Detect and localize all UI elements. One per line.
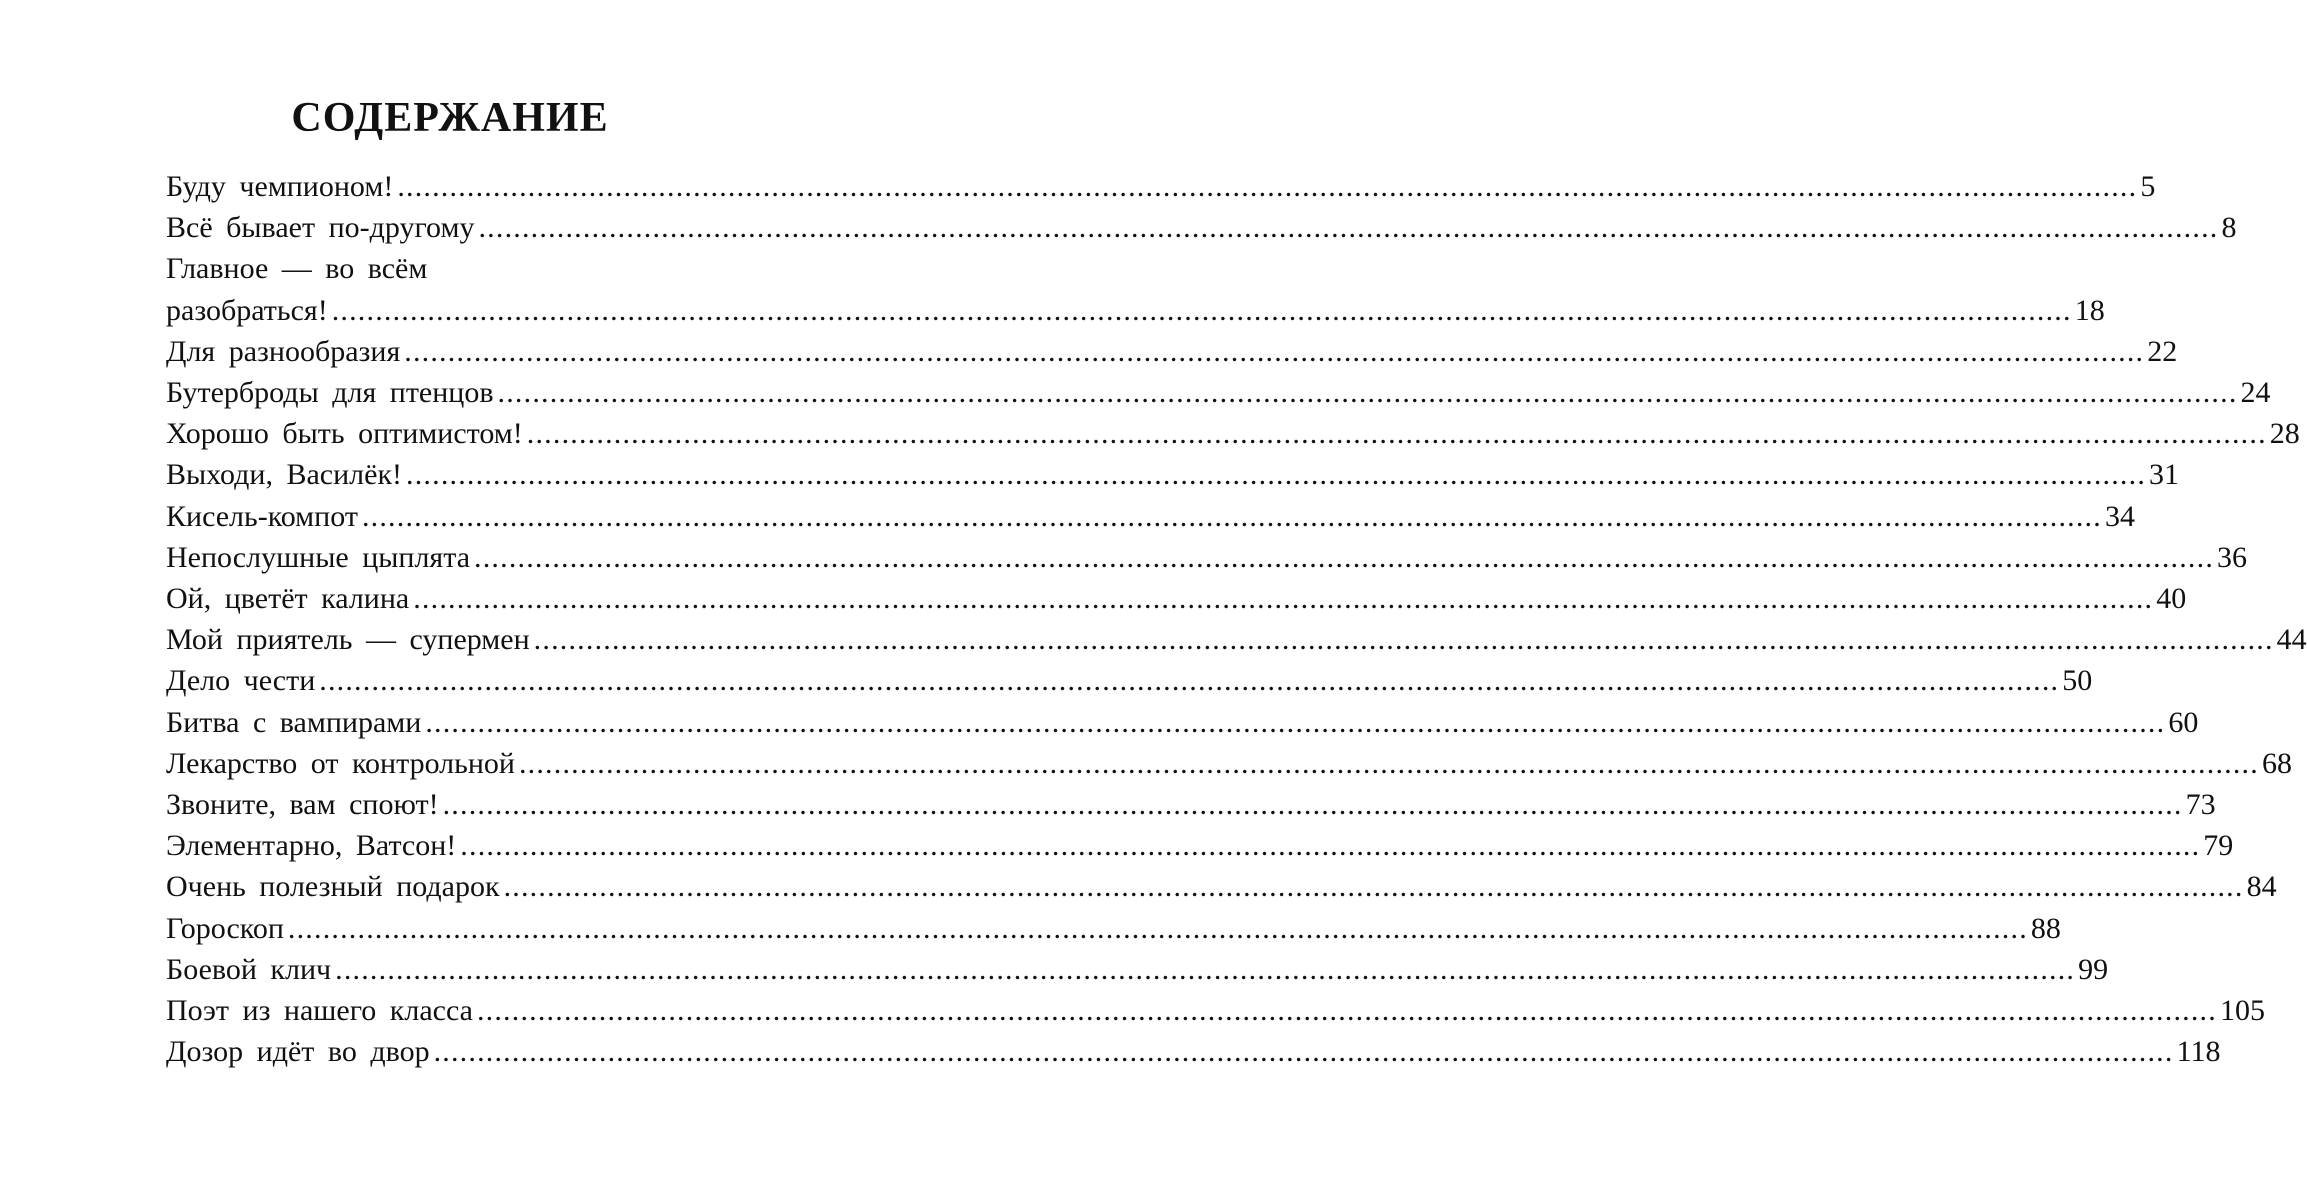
- dot-leader: ........................................................................................................................................................................................................: [361, 499, 2102, 533]
- toc-entry-page-number: 28: [2269, 417, 2300, 451]
- toc-entry-page-number: 5: [2140, 170, 2156, 203]
- dot-leader: ........................................................................................................................................................................................................: [331, 293, 2072, 327]
- toc-entry-row: [166, 702, 2199, 743]
- dot-leader: ........................................................................................................................................................................................................: [474, 540, 2215, 574]
- toc-entry-page-number: 36: [2217, 540, 2248, 574]
- toc-entry-page-number: 84: [2246, 870, 2277, 904]
- toc-entry-title: Дело чести: [166, 664, 316, 698]
- dot-leader: ........................................................................................................................................................................................................: [319, 664, 2060, 698]
- dot-leader: ........................................................................................................................................................................................................: [476, 994, 2217, 1028]
- toc-entry-page-number: 68: [2261, 746, 2292, 780]
- dot-leader: ........................................................................................................................................................................................................: [404, 334, 2145, 368]
- toc-entry[interactable]: [166, 660, 2093, 701]
- toc-entry-page-number: 44: [2276, 623, 2307, 657]
- toc-entry-title: Лекарство от контрольной: [166, 746, 515, 780]
- toc-entry-title: Поэт из нашего класса: [166, 994, 473, 1028]
- toc-entry-title: Всё бывает по-другому: [166, 211, 475, 245]
- toc-entry-title: Элементарно, Ватсон!: [166, 829, 457, 863]
- toc-entry-page-number: 79: [2203, 829, 2234, 863]
- toc-entry[interactable]: [166, 990, 2265, 1031]
- dot-leader: ........................................................................................................................................................................................................: [433, 1035, 2174, 1069]
- dot-leader: ........................................................................................................................................................................................................: [397, 170, 2138, 203]
- page-title: СОДЕРЖАНИЕ: [291, 95, 609, 141]
- toc-entry[interactable]: [166, 743, 2292, 784]
- toc-entry[interactable]: [166, 1031, 2221, 1072]
- toc-entry-title: Для разнообразия: [166, 334, 401, 368]
- toc-entry-title: Ой, цветёт калина: [166, 582, 410, 616]
- toc-entry-row: [166, 660, 2093, 701]
- toc-entry-page-number: 40: [2156, 582, 2187, 616]
- toc-entry[interactable]: [166, 413, 2300, 454]
- toc-entry[interactable]: [166, 949, 2109, 990]
- toc-entry[interactable]: [166, 166, 2156, 207]
- dot-leader: ........................................................................................................................................................................................................: [518, 746, 2259, 780]
- toc-entry[interactable]: [166, 248, 2105, 330]
- dot-leader: ........................................................................................................................................................................................................: [533, 623, 2274, 657]
- toc-entry-page-number: 24: [2240, 376, 2271, 410]
- toc-entry-page-number: 88: [2030, 911, 2061, 945]
- toc-entry-row: [166, 866, 2277, 907]
- toc-entry-row: [166, 166, 2156, 207]
- dot-leader: ........................................................................................................................................................................................................: [406, 458, 2147, 492]
- dot-leader: ........................................................................................................................................................................................................: [478, 211, 2219, 245]
- toc-entry-row: [166, 743, 2292, 784]
- toc-entry-title: Мой приятель — супермен: [166, 623, 530, 657]
- toc-entry-title: Хорошо быть оптимистом!: [166, 417, 523, 451]
- toc-entry-page-number: 31: [2149, 458, 2180, 492]
- toc-entry-title: Непослушные цыплята: [166, 540, 471, 574]
- toc-entry-page-number: 18: [2074, 293, 2105, 327]
- toc-entry[interactable]: [166, 372, 2271, 413]
- toc-entry[interactable]: [166, 702, 2199, 743]
- toc-entry-title-line: Главное — во всём: [166, 252, 428, 286]
- toc-entry-page-number: 118: [2176, 1035, 2221, 1069]
- toc-entry-row: [166, 372, 2271, 413]
- toc-entry-page-number: 73: [2185, 788, 2216, 822]
- toc-entry[interactable]: [166, 331, 2178, 372]
- toc-entry-row: [166, 949, 2109, 990]
- toc-entry[interactable]: [166, 537, 2248, 578]
- dot-leader: ........................................................................................................................................................................................................: [497, 376, 2238, 410]
- toc-entry-row: [166, 413, 2300, 454]
- dot-leader: ........................................................................................................................................................................................................: [526, 417, 2267, 451]
- toc-entry-title: Выходи, Василёк!: [166, 458, 403, 492]
- table-of-contents: [166, 166, 2307, 1072]
- toc-entry[interactable]: [166, 866, 2277, 907]
- toc-entry-page-number: 60: [2168, 705, 2199, 739]
- toc-entry[interactable]: [166, 908, 2061, 949]
- toc-entry[interactable]: [166, 578, 2187, 619]
- toc-entry-row: [166, 496, 2135, 537]
- toc-entry[interactable]: [166, 784, 2216, 825]
- dot-leader: ........................................................................................................................................................................................................: [503, 870, 2244, 904]
- toc-entry-row: [166, 784, 2216, 825]
- dot-leader: ........................................................................................................................................................................................................: [425, 705, 2166, 739]
- toc-entry-row: [166, 1031, 2221, 1072]
- toc-entry-title: Звоните, вам споют!: [166, 788, 439, 822]
- toc-entry-row: [166, 619, 2307, 660]
- toc-entry-title: Очень полезный подарок: [166, 870, 500, 904]
- toc-entry-row: [166, 578, 2187, 619]
- toc-entry-row: [166, 290, 2105, 331]
- toc-entry-title: Боевой клич: [166, 952, 332, 986]
- toc-entry-row: [166, 454, 2180, 495]
- dot-leader: ........................................................................................................................................................................................................: [287, 911, 2028, 945]
- toc-entry-row: [166, 825, 2234, 866]
- dot-leader: ........................................................................................................................................................................................................: [413, 582, 2154, 616]
- toc-entry-title: Дозор идёт во двор: [166, 1035, 430, 1069]
- dot-leader: ........................................................................................................................................................................................................: [460, 829, 2201, 863]
- toc-entry-row: [166, 207, 2237, 248]
- dot-leader: ........................................................................................................................................................................................................: [335, 952, 2076, 986]
- toc-entry-row: [166, 537, 2248, 578]
- toc-entry-page-number: 8: [2221, 211, 2237, 245]
- toc-entry[interactable]: [166, 825, 2234, 866]
- toc-entry-row: [166, 331, 2178, 372]
- toc-entry-page-number: 99: [2078, 952, 2109, 986]
- toc-entry-page-number: 50: [2062, 664, 2093, 698]
- toc-entry-page-number: 22: [2147, 334, 2178, 368]
- toc-entry-row: [166, 908, 2061, 949]
- dot-leader: ........................................................................................................................................................................................................: [442, 788, 2183, 822]
- toc-entry[interactable]: [166, 207, 2237, 248]
- toc-entry-title: Гороскоп: [166, 911, 284, 945]
- toc-entry-row: [166, 990, 2265, 1031]
- toc-entry-title: Битва с вампирами: [166, 705, 422, 739]
- toc-entry[interactable]: [166, 454, 2180, 495]
- toc-entry-page-number: 105: [2219, 994, 2265, 1028]
- toc-entry[interactable]: [166, 496, 2135, 537]
- toc-entry[interactable]: [166, 619, 2307, 660]
- toc-entry-title: разобраться!: [166, 293, 328, 327]
- toc-entry-title: Кисель-компот: [166, 499, 358, 533]
- toc-entry-page-number: 34: [2104, 499, 2135, 533]
- toc-entry-title: Буду чемпионом!: [166, 170, 394, 203]
- toc-entry-title: Бутерброды для птенцов: [166, 376, 494, 410]
